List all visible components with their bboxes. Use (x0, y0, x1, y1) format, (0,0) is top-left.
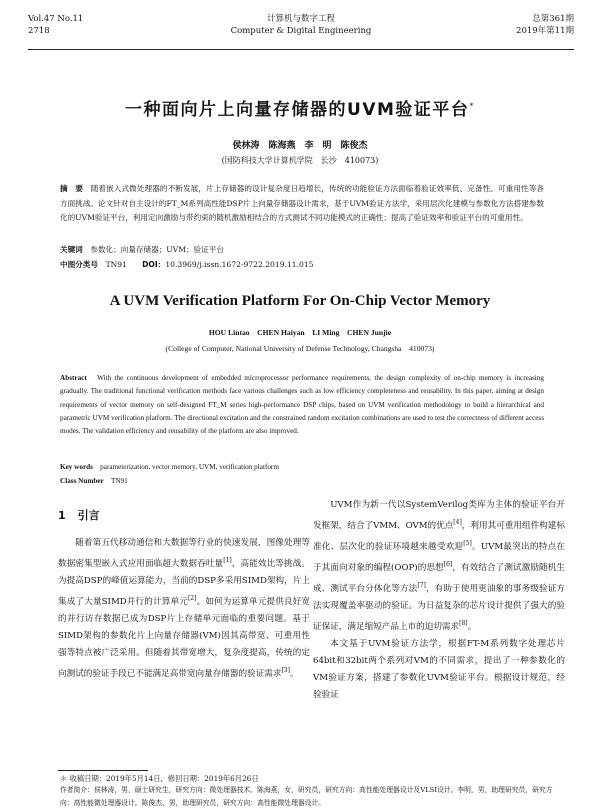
keywords-label-en: Key words (60, 463, 93, 471)
uvm-text-d: ，有效结合了测试激励随机生成、测试平台分体化等方法 (313, 562, 565, 594)
intro-text-a: 随着第五代移动通信和大数据等行业的快速发展，图像处理等数据密集型嵌入式应用面临超大数据吞吐量 (58, 538, 310, 570)
keywords-en (60, 460, 544, 474)
title-footnote-mark: * (469, 101, 475, 111)
uvm-text-c: 。UVM最突出的特点在于其面向对象的编程(OOP)的思想 (313, 541, 565, 573)
class-number-en (60, 474, 544, 488)
intro-paragraph-3: 本文基于UVM验证方法学，根据FT-M系列数字处理芯片64bit和32bit两个系列对VM的不同需求，提出了一种参数化的VM验证方案，搭建了参数化UVM验证平台。根据设计规范，经验验证 (313, 638, 565, 701)
uvm-text-a: UVM作为新一代以SystemVerilog类库为主体的验证平台开发框架，结合了VMM、OVM的优点 (313, 500, 565, 531)
right-column (313, 497, 565, 704)
chinese-abstract (60, 182, 544, 226)
footnote-bio (60, 784, 556, 810)
uvm-text-f: 。 (467, 621, 477, 632)
section-number: 1 (58, 509, 66, 522)
keywords-cn (60, 243, 544, 257)
left-column (58, 497, 310, 683)
header-rule (28, 49, 574, 50)
citation: [7] (417, 581, 426, 589)
citation: [6] (443, 561, 453, 568)
chinese-affiliation: (国防科技大学计算机学院 长沙 410073) (221, 156, 379, 165)
header-center (28, 13, 574, 37)
intro-text-b: ，高能效比等挑战。为提高DSP的峰值运算能力，当前的DSP多采用SIMD架构，片上集成了大量SIMD并行的计算单元 (58, 559, 310, 608)
header-journal-en: Computer & Digital Engineering (230, 26, 372, 36)
header-right (516, 13, 574, 37)
english-title: A UVM Verification Platform For On-Chip Vector Memory (109, 293, 491, 309)
header-page-number: 2718 (28, 26, 50, 36)
header-date: 2019年第11期 (516, 26, 574, 36)
chinese-title (0, 95, 600, 120)
uvm-text-e: ，有助于使用更油象的事务级验证方法实现覆盖率驱动的验证。为日益复杂的芯片设计提供了强大的验证保证，满足缩短产品上市的迫切需求 (313, 583, 565, 632)
citation: [8] (459, 620, 468, 627)
intro-paragraph-1 (58, 535, 310, 683)
doi-value: 10.3969/j.issn.1672-9722.2019.11.015 (165, 260, 314, 269)
classification-code-cn: TN91 (105, 260, 127, 269)
footnote-bio-2: VLSI设计。李明，男，助理研究员，研究方向：高性能微处理器设计。陈俊杰，男，助理研究员，研究方向：高性能微处理器设计。 (60, 786, 553, 807)
header-journal-cn: 计算机与数字工程 (266, 14, 335, 24)
intro-paragraph-2 (313, 497, 565, 636)
uvm-text-b: ，利用其可重用组件构建标准化、层次化的验证环境越来越受欢迎 (313, 520, 565, 552)
section-heading (58, 507, 310, 524)
abstract-label-cn: 摘 要 (60, 184, 84, 193)
citation: [4] (453, 519, 462, 527)
citation: [1] (223, 557, 232, 565)
chinese-title-text: 一种面向片上向量存储器的UVM验证平台 (125, 100, 470, 120)
citation: [5] (463, 540, 472, 548)
footnote-bio-1: 作者简介：侯林涛，男，硕士研究生，研究方向：微处理器技术。陈海燕，女，研究员，研究方向：高性能处理器设计及 (60, 786, 421, 794)
header-total-issue: 总第361期 (532, 14, 574, 24)
header-volume: Vol.47 No.11 (28, 14, 84, 24)
citation: [3] (281, 667, 290, 675)
citation: [2] (187, 595, 197, 603)
english-affiliation: (College of Computer, National University of Defense Technology, Changsha 410073) (165, 344, 435, 353)
footnote-rule (58, 770, 148, 771)
classification-cn (60, 258, 544, 272)
keywords-text-cn: 参数化；向量存储器；UVM；验证平台 (90, 245, 224, 254)
chinese-authors: 侯林涛 陈海燕 李 明 陈俊杰 (232, 141, 368, 151)
english-abstract (60, 372, 544, 438)
abstract-text-en: With the continuous development of embedded microprocessor performance requirements, the design complexity of on-chip memory is increasing gradually. The traditional functional verification methods face various challenges such as low efficiency completeness and reusability. In this paper, aiming at design requirements of vector memory on self-designed FT_M series high-performance DSP chips, based on UVM verification methodology to build a hierarchical and parametric UVM verification platform. The directional excitation and the constrained random excitation combinations are used to test the correctness of different access modes. The validation efficiency and reusability of the platform are also improved. (60, 374, 544, 436)
keywords-text-en: parameterization, vector memory, UVM, verification platform (100, 463, 279, 471)
keywords-label-cn: 关键词 (60, 245, 83, 254)
intro-text-d: 。 (289, 669, 299, 680)
footnote-received: ＊ 收稿日期：2019年5月14日，修回日期：2019年6月26日 (60, 774, 259, 783)
class-number-label: Class Number (60, 477, 104, 485)
intro-text-c: 。如何为运算单元提供良好宽的并行访存数据已成为DSP片上存储单元面临的重要问题。基于SIMD架构的参数化片上向量存储器(VM)因其高带宽、可重用性强等特点被广泛采用。但随着其带宽增大，复杂度提高，传统的定向测试的验证手段已不能满足高带宽向量存储器的验证需求 (58, 597, 310, 680)
section-title: 引言 (77, 509, 100, 522)
footnote-received-text: 收稿日期：2019年5月14日，修回日期：2019年6月26日 (69, 774, 259, 783)
classification-label-cn: 中图分类号 (60, 260, 98, 269)
abstract-text-cn: 随着嵌入式微处理器的不断发展，片上存储器的设计复杂度日趋增长，传统的功能验证方法面临着验证效率低、完备性、可重用性等各方面挑战。论文针对自主设计的FT_M系列高性能DSP片上向量存储器设计需求，基于UVM验证方法学，采用层次化建模与参数化方法搭建参数化的UVM验证平台，利用定向激励与带约束的随机激励相结合的方式测试不同功能模式的正确性；提高了验证效率和验证平台的可重用性。 (60, 184, 545, 222)
doi-label: DOI： (142, 260, 166, 269)
running-header (28, 13, 574, 47)
english-authors: HOU Lintao CHEN Haiyan LI Ming CHEN Junjie (208, 328, 392, 337)
abstract-label-en: Abstract (60, 374, 87, 382)
class-number-code: TN91 (110, 477, 128, 485)
